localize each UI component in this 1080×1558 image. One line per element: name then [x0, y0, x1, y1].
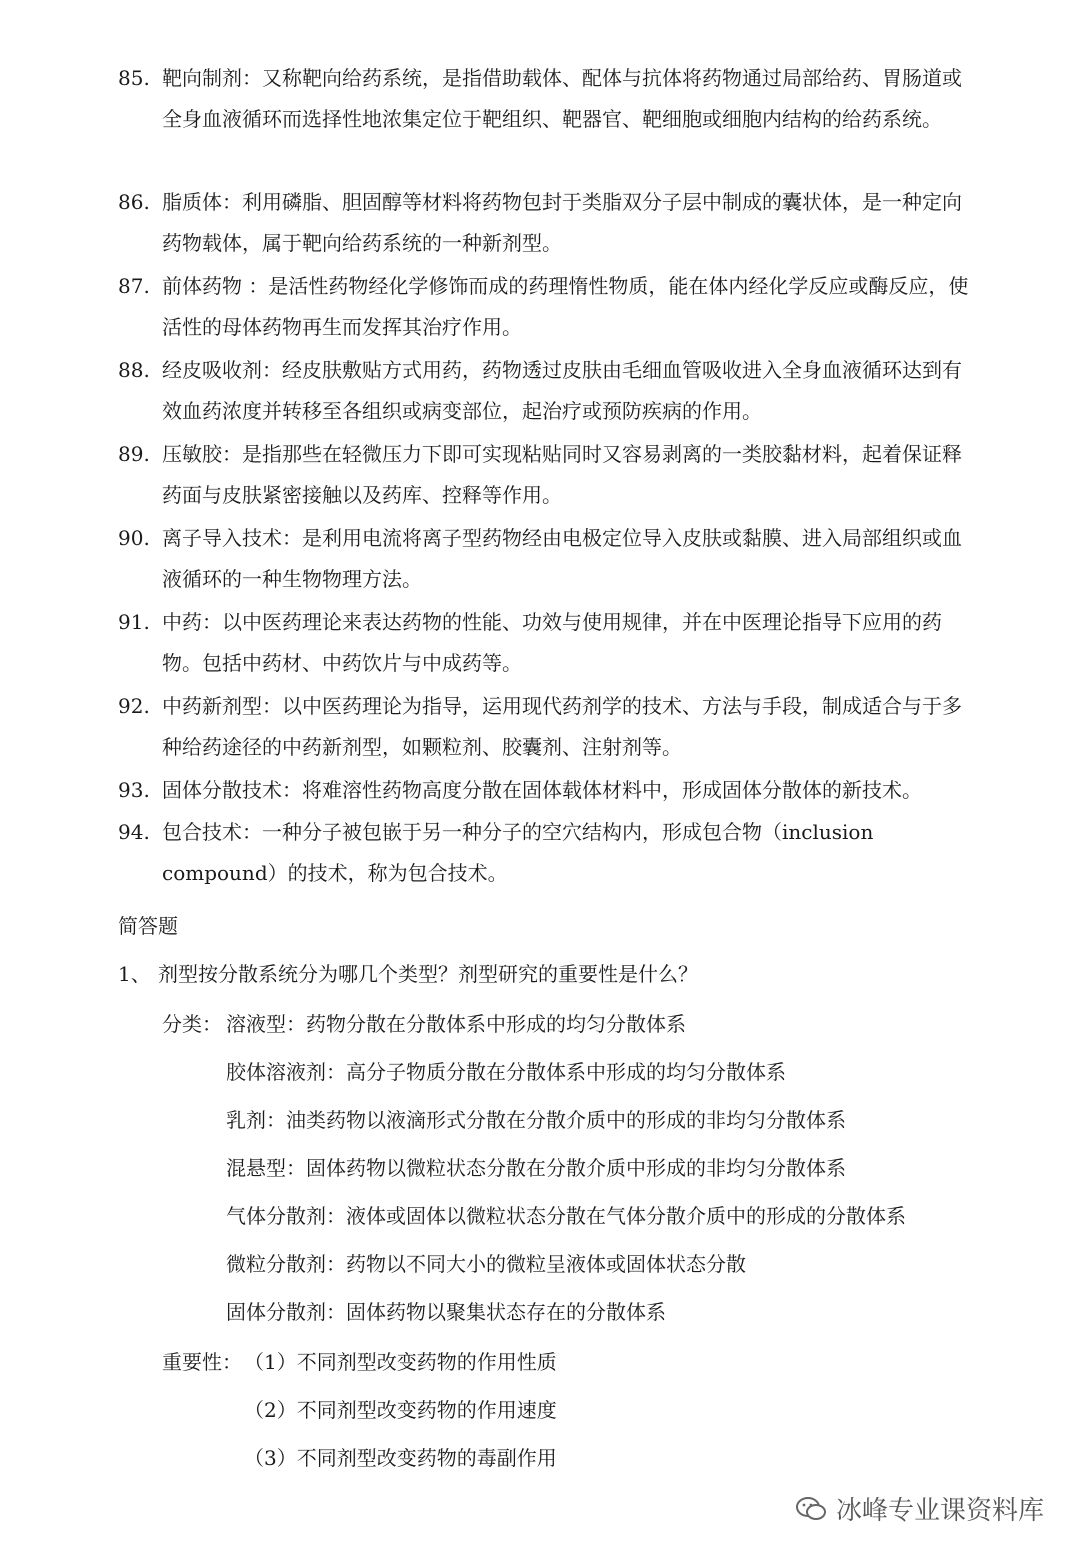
definition-number: 91. — [118, 610, 150, 634]
wechat-icon — [794, 1492, 828, 1526]
definition-93 — [118, 770, 978, 811]
definition-91 — [118, 602, 978, 684]
importance-item: （3）不同剂型改变药物的毒副作用 — [244, 1446, 557, 1470]
definition-text: 压敏胶：是指那些在轻微压力下即可实现粘贴同时又容易剥离的一类胶黏材料，起着保证释药面与皮肤紧密接触以及药库、控释等作用。 — [162, 442, 962, 507]
definition-87 — [118, 266, 978, 348]
definition-text: 脂质体：利用磷脂、胆固醇等材料将药物包封于类脂双分子层中制成的囊状体，是一种定向药物载体，属于靶向给药系统的一种新剂型。 — [162, 190, 962, 255]
definition-number: 90. — [118, 526, 150, 550]
definition-text: 经皮吸收剂：经皮肤敷贴方式用药，药物透过皮肤由毛细血管吸收进入全身血液循环达到有效血药浓度并转移至各组织或病变部位，起治疗或预防疾病的作用。 — [162, 358, 962, 423]
section-heading: 简答题 — [118, 914, 178, 938]
definition-number: 93. — [118, 778, 150, 802]
importance-item: （1）不同剂型改变药物的作用性质 — [244, 1350, 557, 1374]
importance-item: （2）不同剂型改变药物的作用速度 — [244, 1398, 557, 1422]
definition-text: 包合技术：一种分子被包嵌于另一种分子的空穴结构内，形成包合物（inclusion compound）的技术，称为包合技术。 — [162, 820, 874, 885]
definition-94 — [118, 812, 978, 894]
definition-number: 88. — [118, 358, 150, 382]
question-1 — [118, 958, 698, 987]
definition-text: 靶向制剂：又称靶向给药系统，是指借助载体、配体与抗体将药物通过局部给药、胃肠道或全身血液循环而选择性地浓集定位于靶组织、靶器官、靶细胞或细胞内结构的给药系统。 — [162, 66, 962, 131]
classification-item: 气体分散剂：液体或固体以微粒状态分散在气体分散介质中的形成的分散体系 — [226, 1204, 906, 1228]
classification-item: 混悬型：固体药物以微粒状态分散在分散介质中形成的非均匀分散体系 — [226, 1156, 846, 1180]
definition-89 — [118, 434, 978, 516]
definition-number: 89. — [118, 442, 150, 466]
definition-88 — [118, 350, 978, 432]
classification-item: 微粒分散剂：药物以不同大小的微粒呈液体或固体状态分散 — [226, 1252, 746, 1276]
definition-text: 中药：以中医药理论来表达药物的性能、功效与使用规律，并在中医理论指导下应用的药物。包括中药材、中药饮片与中成药等。 — [162, 610, 942, 675]
definition-number: 94. — [118, 820, 150, 844]
definition-text: 前体药物 ：是活性药物经化学修饰而成的药理惰性物质，能在体内经化学反应或酶反应，使活性的母体药物再生而发挥其治疗作用。 — [162, 274, 969, 339]
classification-item: 胶体溶液剂：高分子物质分散在分散体系中形成的均匀分散体系 — [226, 1060, 786, 1084]
classification-item: 乳剂：油类药物以液滴形式分散在分散介质中的形成的非均匀分散体系 — [226, 1108, 846, 1132]
definition-85 — [118, 58, 978, 140]
classification-label: 分类： — [162, 1012, 222, 1036]
question-number: 1、 — [118, 962, 151, 986]
definition-92 — [118, 686, 978, 768]
definition-number: 85. — [118, 66, 150, 90]
classification-item: 溶液型：药物分散在分散体系中形成的均匀分散体系 — [226, 1012, 686, 1036]
definition-90 — [118, 518, 978, 600]
definition-text: 中药新剂型：以中医药理论为指导，运用现代药剂学的技术、方法与手段，制成适合与于多种给药途径的中药新剂型，如颗粒剂、胶囊剂、注射剂等。 — [162, 694, 962, 759]
definition-86 — [118, 182, 978, 264]
watermark — [794, 1490, 1044, 1527]
definition-number: 87. — [118, 274, 150, 298]
definition-number: 92. — [118, 694, 150, 718]
definition-text: 固体分散技术：将难溶性药物高度分散在固体载体材料中，形成固体分散体的新技术。 — [162, 778, 922, 802]
definition-number: 86. — [118, 190, 150, 214]
watermark-text: 冰峰专业课资料库 — [835, 1496, 1044, 1526]
classification-item: 固体分散剂：固体药物以聚集状态存在的分散体系 — [226, 1300, 666, 1324]
question-text: 剂型按分散系统分为哪几个类型？剂型研究的重要性是什么？ — [158, 962, 698, 986]
definition-text: 离子导入技术：是利用电流将离子型药物经由电极定位导入皮肤或黏膜、进入局部组织或血液循环的一种生物物理方法。 — [162, 526, 962, 591]
importance-label: 重要性： — [162, 1350, 242, 1374]
